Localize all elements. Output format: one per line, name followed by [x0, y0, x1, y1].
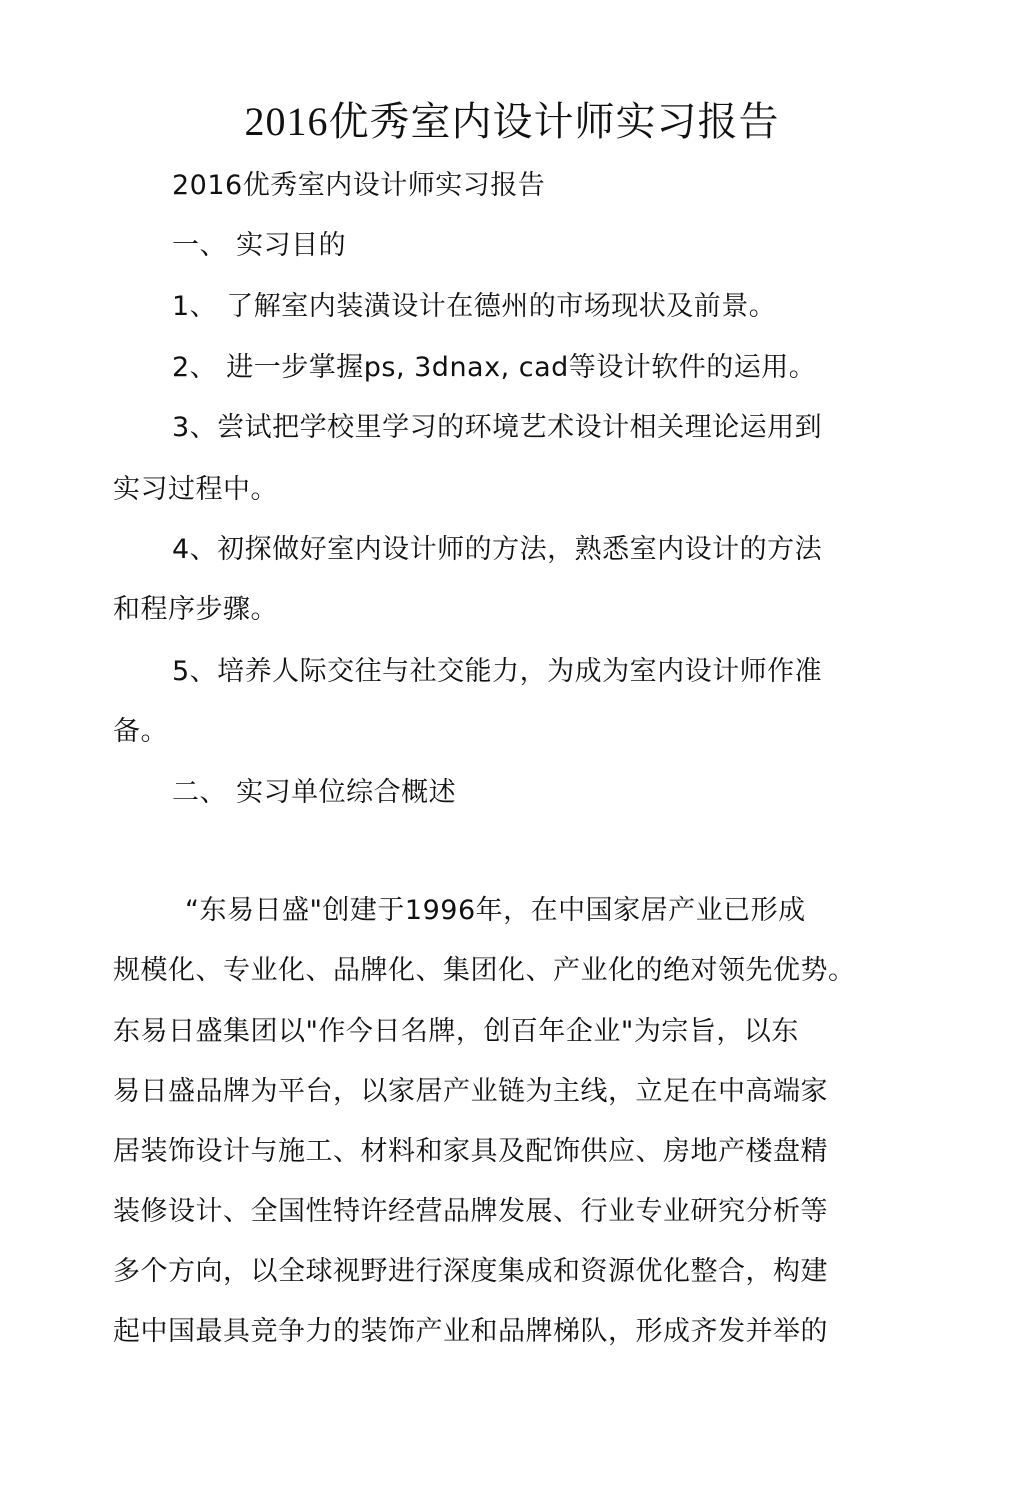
paragraph-line: 多个方向，以全球视野进行深度集成和资源优化整合，构建 — [113, 1256, 828, 1287]
section-heading-2: 二、 实习单位综合概述 — [172, 777, 457, 808]
paragraph-line: 装修设计、全国性特许经营品牌发展、行业专业研究分析等 — [113, 1196, 828, 1227]
list-item-4-cont: 和程序步骤。 — [113, 594, 278, 625]
list-item-1: 1、 了解室内装潢设计在德州的市场现状及前景。 — [172, 291, 777, 322]
paragraph-line: 东易日盛集团以"作今日名牌，创百年企业"为宗旨，以东 — [113, 1016, 799, 1047]
paragraph-line: 居装饰设计与施工、材料和家具及配饰供应、房地产楼盘精 — [113, 1136, 828, 1167]
subtitle-line: 2016优秀室内设计师实习报告 — [172, 170, 546, 201]
paragraph-line: 起中国最具竞争力的装饰产业和品牌梯队，形成齐发并举的 — [113, 1316, 828, 1347]
paragraph-line: 易日盛品牌为平台，以家居产业链为主线，立足在中高端家 — [113, 1076, 828, 1107]
paragraph-line: 规模化、专业化、品牌化、集团化、产业化的绝对领先优势。 — [113, 955, 856, 986]
paragraph-line: “东易日盛"创建于1996年，在中国家居产业已形成 — [185, 895, 806, 926]
list-item-5: 5、培养人际交往与社交能力，为成为室内设计师作准 — [172, 656, 823, 687]
list-item-2: 2、 进一步掌握ps, 3dnax, cad等设计软件的运用。 — [172, 352, 817, 383]
list-item-5-cont: 备。 — [113, 716, 168, 747]
section-heading-1: 一、 实习目的 — [172, 230, 347, 261]
list-item-3-cont: 实习过程中。 — [113, 474, 278, 505]
list-item-3: 3、尝试把学校里学习的环境艺术设计相关理论运用到 — [172, 412, 823, 443]
list-item-4: 4、初探做好室内设计师的方法，熟悉室内设计的方法 — [172, 534, 823, 565]
document-title: 2016优秀室内设计师实习报告 — [244, 99, 780, 144]
